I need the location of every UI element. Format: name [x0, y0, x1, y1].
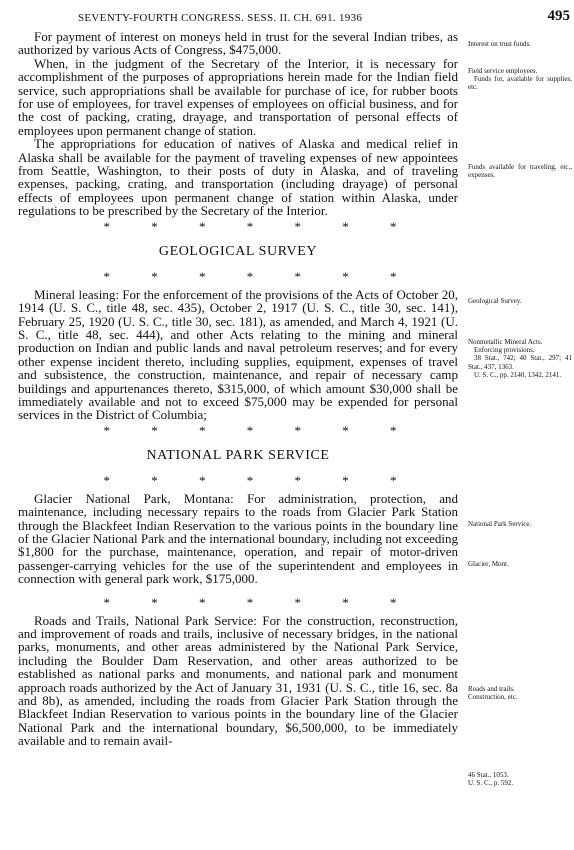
margin-note-field-service [468, 67, 572, 92]
margin-note-field-service-title: Field service employees. [468, 67, 538, 75]
margin-note-usc-592: U. S. C., p. 592. [468, 779, 514, 788]
margin-note-interest: Interest on trust funds. [468, 40, 531, 48]
paragraph-field-service: When, in the judgment of the Secretary of the Interior, it is necessary for accomplishment of the purposes of appropriations herein made for the Indian field service, such appropriations shall be available for purchase of ice, for rubber boots for use of employees, for travel expenses of employees on official business, and for the cost of packing, crating, drayage, and transportation of personal effects of employees upon permanent change of station. [18, 55, 458, 138]
margin-note-roads-title: Roads and trails. [468, 685, 515, 693]
section-break-stars: * * * * * * * [103, 268, 397, 284]
margin-note-geological-survey: Geological Survey. [468, 297, 522, 305]
margin-note-park-service: National Park Service. [468, 520, 532, 528]
margin-note-alaska-funds: Funds available for traveling, etc., expenses. [468, 163, 572, 180]
page-number: 495 [547, 8, 570, 24]
paragraph-mineral-leasing: Mineral leasing: For the enforcement of the provisions of the Acts of October 20, 1914 (U. S. C., title 48, sec. 435), October 2, 1917 (U. S. C., title 30, sec. 141), February 25, 1920 (U. S. C., title 30, sec. 181), as amended, and March 4, 1921 (U. S. C., title 48, sec. 444), and other Acts relating to the mining and mineral production on Indian and public lands and naval petroleum reserves; and for every other expense incident thereto, including supplies, equipment, expenses of travel and subsistence, the construction, maintenance, and repair of necessary camp buildings and appurtenances thereto, $315,000, of which amount $30,000 shall be immediately available and not to exceed $75,000 may be expended for personal services in the District of Columbia; [18, 286, 458, 423]
running-head: SEVENTY-FOURTH CONGRESS. SESS. II. CH. 691. 1936 [78, 12, 363, 24]
section-break-stars: * * * * * * * [103, 218, 397, 234]
section-break-stars: * * * * * * * [103, 594, 397, 610]
margin-note-roads-construction: Construction, etc. [468, 693, 518, 702]
main-text-column [18, 30, 458, 748]
section-break-stars: * * * * * * * [103, 472, 397, 488]
margin-note-roads [468, 685, 572, 701]
heading-national-park-service: NATIONAL PARK SERVICE [146, 447, 330, 463]
margin-note-mineral-statutes: 38 Stat., 742; 40 Stat., 297; 41 Stat., 437, 1363. [468, 354, 572, 371]
paragraph-glacier-park: Glacier National Park, Montana: For administration, protection, and maintenance, including necessary repairs to the roads from Glacier Park Station through the Blackfeet Indian Reservation to the various points in the boundary line of the Glacier National Park and the international boundary, including not exceeding $1,800 for the purchase, maintenance, operation, and repair of motor-driven passenger-carrying vehicles for the use of the superintendent and employees in connection with general park work, $175,000. [18, 490, 458, 587]
margin-note-mineral-usc: U. S. C., pp. 2140, 1342, 2141. [474, 370, 562, 379]
paragraph-roads-trails: Roads and Trails, National Park Service: For the construction, reconstruction, and improvement of roads and trails, inclusive of necessary bridges, in the national parks, monuments, and other areas administered by the National Park Service, including the Boulder Dam Reservation, and other areas authorized to be established as national parks and monuments, and national park and monument approach roads authorized by the Act of January 31, 1931 (U. S. C., title 16, sec. 8a and 8b), as amended, including the roads from Glacier Park Station through the Blackfeet Indian Reservation to various points in the boundary line of the Glacier National Park and the international boundary, $6,500,000, to be immediately available and to remain avail- [18, 612, 458, 749]
margin-note-mineral-title: Nonmetallic Mineral Acts. [468, 338, 543, 346]
section-break-stars: * * * * * * * [103, 422, 397, 438]
margin-note-glacier: Glacier, Mont. [468, 560, 509, 568]
margin-note-field-service-funds: Funds for, available for supplies, etc. [468, 75, 572, 92]
margin-note-stat-1053: 46 Stat., 1053. [468, 771, 509, 779]
margin-note-mineral-acts [468, 338, 572, 379]
heading-geological-survey: GEOLOGICAL SURVEY [158, 243, 318, 259]
margin-note-statutes [468, 771, 572, 787]
paragraph-alaska-travel: The appropriations for education of natives of Alaska and medical relief in Alaska shall be available for the payment of traveling expenses of new appointees from Seattle, Washington, to their posts of duty in Alaska, and of traveling expenses, packing, crating, and transportation (including drayage) of personal effects of employees upon permanent change of station within Alaska, under regulations to be prescribed by the Secretary of the Interior. [18, 136, 458, 219]
page-header [0, 6, 574, 26]
margin-note-mineral-enforcing: Enforcing provisions. [474, 346, 535, 355]
paragraph-interest-trust: For payment of interest on moneys held in trust for the several Indian tribes, as authorized by various Acts of Congress, $475,000. [18, 29, 458, 58]
